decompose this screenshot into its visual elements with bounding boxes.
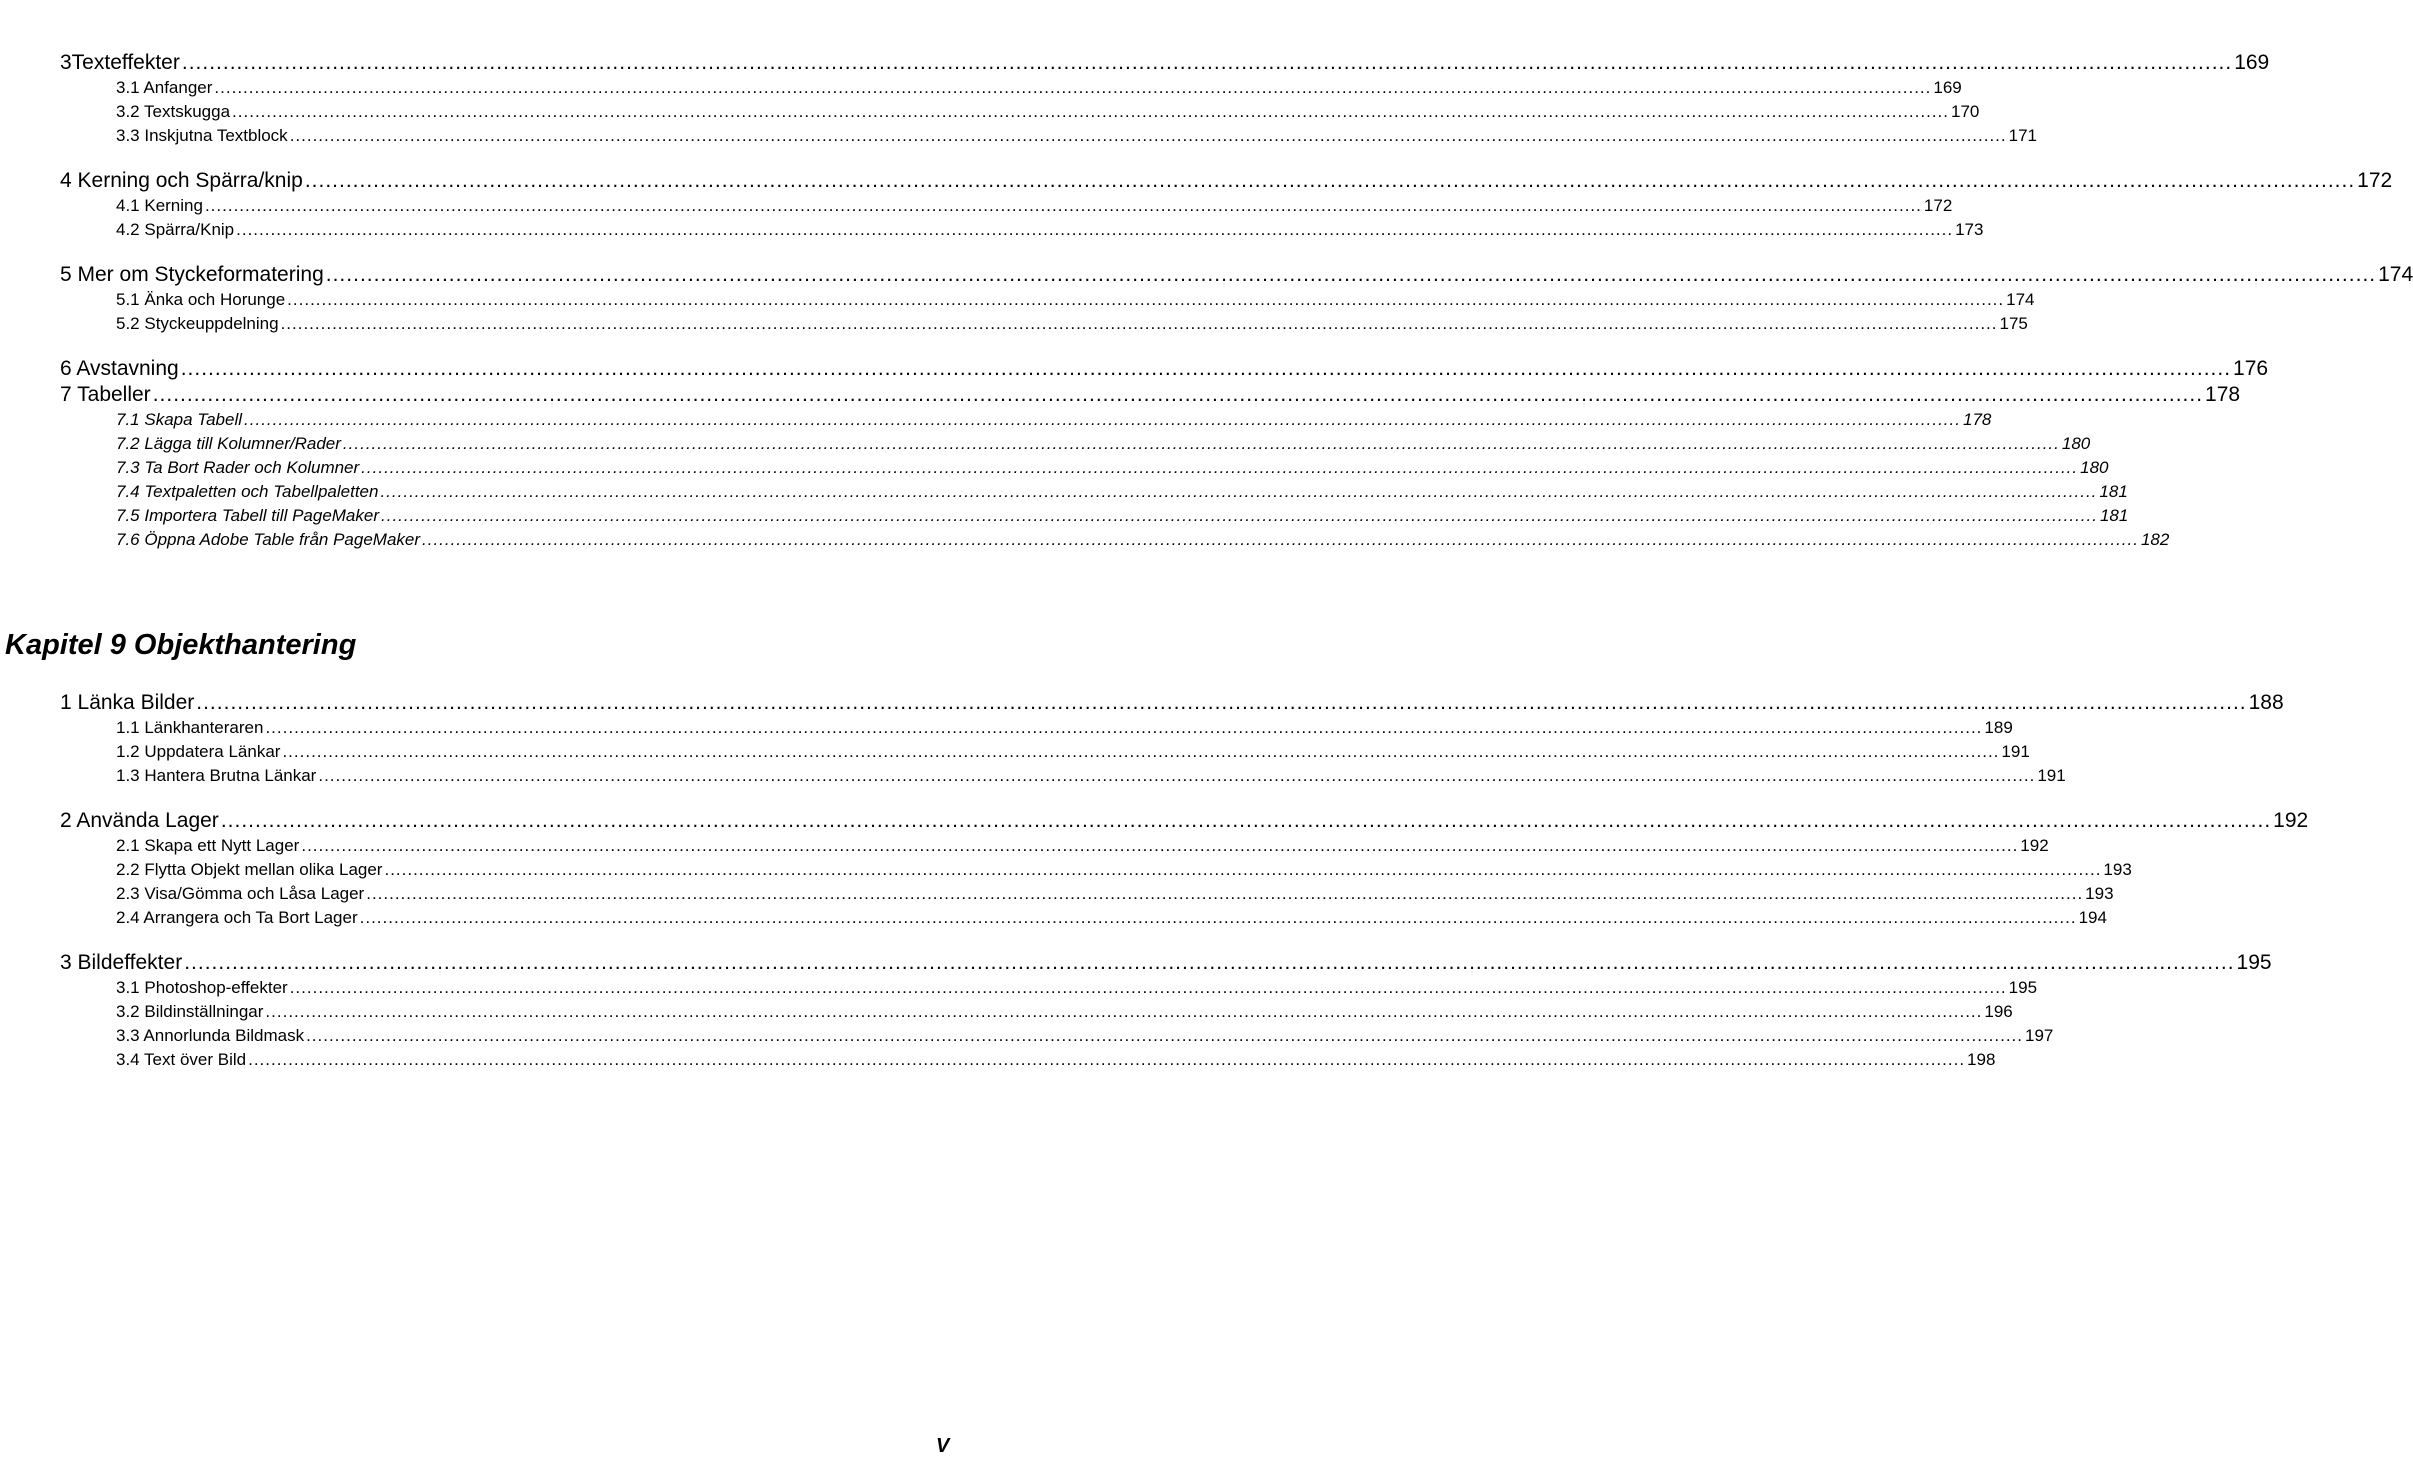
toc-entry-title: 1.3 Hantera Brutna Länkar bbox=[116, 766, 317, 785]
dot-leader: ............................................................................................................................................................................................................................................................................................................ bbox=[380, 482, 2098, 501]
toc-subentry bbox=[60, 194, 1953, 218]
toc-entry-page: 172 bbox=[1923, 196, 1953, 215]
toc-entry-title: 7.6 Öppna Adobe Table från PageMaker bbox=[116, 530, 421, 549]
toc-entry-page: 174 bbox=[2378, 263, 2413, 286]
toc-subentry bbox=[60, 1024, 2054, 1048]
toc-entry-page: 194 bbox=[2078, 908, 2107, 927]
toc-entry-page: 171 bbox=[2008, 126, 2038, 145]
toc-subentry bbox=[60, 76, 1962, 100]
dot-leader: ............................................................................................................................................................................................................................................................................................................ bbox=[196, 691, 2247, 714]
toc-entry-page: 172 bbox=[2357, 169, 2393, 192]
dot-leader: ............................................................................................................................................................................................................................................................................................................ bbox=[152, 383, 2204, 406]
toc-entry-title: 2.3 Visa/Gömma och Låsa Lager bbox=[116, 884, 365, 903]
toc-entry-page: 180 bbox=[2061, 434, 2091, 453]
toc-entry-page: 181 bbox=[2099, 506, 2129, 525]
toc-subentry bbox=[60, 858, 2132, 882]
toc-chapter-entry bbox=[60, 808, 2309, 834]
toc-entry-title: 2 Använda Lager bbox=[60, 809, 219, 832]
toc-subentry bbox=[60, 834, 2049, 858]
toc-entry-page: 188 bbox=[2248, 691, 2284, 714]
toc-entry-page: 176 bbox=[2233, 357, 2269, 380]
toc-subentry bbox=[60, 218, 1984, 242]
toc-entry-title: 3.3 Annorlunda Bildmask bbox=[116, 1026, 305, 1045]
toc-chapter-entry bbox=[60, 356, 2269, 382]
toc-subentry bbox=[60, 716, 2013, 740]
toc-entry-page: 195 bbox=[2236, 951, 2272, 974]
dot-leader: ............................................................................................................................................................................................................................................................................................................ bbox=[280, 314, 1998, 333]
toc-entry-title: 7.2 Lägga till Kolumner/Rader bbox=[116, 434, 341, 453]
dot-leader: ............................................................................................................................................................................................................................................................................................................ bbox=[287, 290, 2005, 309]
toc-subentry bbox=[60, 432, 2091, 456]
toc-entry-title: 4.1 Kerning bbox=[116, 196, 203, 215]
toc-entry-page: 169 bbox=[2234, 51, 2270, 74]
toc-subentry bbox=[60, 764, 2066, 788]
toc-subentry bbox=[60, 740, 2030, 764]
toc-entry-page: 174 bbox=[2006, 290, 2035, 309]
toc-entry-page: 175 bbox=[1999, 314, 2028, 333]
toc-entry-title: 3.3 Inskjutna Textblock bbox=[116, 126, 288, 145]
toc-entry-title: 7.3 Ta Bort Rader och Kolumner bbox=[116, 458, 360, 477]
toc-entry-title: 2.1 Skapa ett Nytt Lager bbox=[116, 836, 300, 855]
dot-leader: ............................................................................................................................................................................................................................................................................................................ bbox=[342, 434, 2060, 453]
toc-chapter-entry bbox=[60, 382, 2241, 408]
toc-subentry bbox=[60, 124, 2038, 148]
dot-leader: ............................................................................................................................................................................................................................................................................................................ bbox=[306, 1026, 2024, 1045]
toc-chapter-entry bbox=[60, 950, 2272, 976]
dot-leader: ............................................................................................................................................................................................................................................................................................................ bbox=[304, 169, 2356, 192]
toc-entry-title: 6 Avstavning bbox=[60, 357, 179, 380]
toc-entry-title: 7.1 Skapa Tabell bbox=[116, 410, 243, 429]
dot-leader: ............................................................................................................................................................................................................................................................................................................ bbox=[325, 263, 2377, 286]
toc-subentry bbox=[60, 882, 2114, 906]
dot-leader: ............................................................................................................................................................................................................................................................................................................ bbox=[220, 809, 2272, 832]
toc-entry-page: 182 bbox=[2140, 530, 2170, 549]
toc-entry-title: 2.2 Flytta Objekt mellan olika Lager bbox=[116, 860, 383, 879]
dot-leader: ............................................................................................................................................................................................................................................................................................................ bbox=[301, 836, 2019, 855]
toc-subentry bbox=[60, 906, 2107, 930]
dot-leader: ............................................................................................................................................................................................................................................................................................................ bbox=[265, 1002, 1983, 1021]
toc-entry-page: 189 bbox=[1984, 718, 2013, 737]
toc-subentry bbox=[60, 504, 2129, 528]
toc-entry-title: 5.1 Änka och Horunge bbox=[116, 290, 286, 309]
toc-subentry bbox=[60, 288, 2035, 312]
dot-leader: ............................................................................................................................................................................................................................................................................................................ bbox=[289, 978, 2007, 997]
toc-entry-page: 193 bbox=[2085, 884, 2114, 903]
dot-leader: ............................................................................................................................................................................................................................................................................................................ bbox=[204, 196, 1922, 215]
toc-entry-page: 191 bbox=[2037, 766, 2066, 785]
toc-entry-title: 3.2 Bildinställningar bbox=[116, 1002, 264, 1021]
toc-entry-title: 1.2 Uppdatera Länkar bbox=[116, 742, 281, 761]
toc-entry-page: 178 bbox=[1962, 410, 1992, 429]
dot-leader: ............................................................................................................................................................................................................................................................................................................ bbox=[381, 506, 2098, 525]
dot-leader: ............................................................................................................................................................................................................................................................................................................ bbox=[180, 357, 2232, 380]
dot-leader: ............................................................................................................................................................................................................................................................................................................ bbox=[248, 1050, 1966, 1069]
dot-leader: ............................................................................................................................................................................................................................................................................................................ bbox=[214, 78, 1932, 97]
toc-entry-page: 178 bbox=[2205, 383, 2241, 406]
toc-entry-page: 180 bbox=[2080, 458, 2109, 477]
toc-section-texteffekter-tabeller bbox=[60, 50, 2413, 552]
toc-subentry bbox=[60, 480, 2128, 504]
toc-chapter-entry bbox=[60, 168, 2393, 194]
toc-entry-page: 198 bbox=[1967, 1050, 1996, 1069]
dot-leader: ............................................................................................................................................................................................................................................................................................................ bbox=[181, 51, 2233, 74]
toc-entry-title: 3.1 Anfanger bbox=[116, 78, 213, 97]
dot-leader: ............................................................................................................................................................................................................................................................................................................ bbox=[236, 220, 1954, 239]
toc-chapter-entry bbox=[60, 262, 2413, 288]
toc-section-objekthantering bbox=[60, 690, 2309, 1072]
toc-entry-title: 5.2 Styckeuppdelning bbox=[116, 314, 279, 333]
toc-entry-page: 197 bbox=[2025, 1026, 2054, 1045]
toc-entry-title: 3 Bildeffekter bbox=[60, 951, 183, 974]
dot-leader: ............................................................................................................................................................................................................................................................................................................ bbox=[282, 742, 2000, 761]
dot-leader: ............................................................................................................................................................................................................................................................................................................ bbox=[359, 908, 2077, 927]
toc-subentry bbox=[60, 408, 1992, 432]
toc-entry-page: 170 bbox=[1951, 102, 1980, 121]
toc-entry-title: 1.1 Länkhanteraren bbox=[116, 718, 264, 737]
dot-leader: ............................................................................................................................................................................................................................................................................................................ bbox=[361, 458, 2079, 477]
toc-subentry bbox=[60, 976, 2038, 1000]
toc-subentry bbox=[60, 100, 1980, 124]
dot-leader: ............................................................................................................................................................................................................................................................................................................ bbox=[384, 860, 2102, 879]
toc-subentry bbox=[60, 1000, 2013, 1024]
toc-entry-title: 7.5 Importera Tabell till PageMaker bbox=[116, 506, 380, 525]
toc-entry-page: 169 bbox=[1933, 78, 1962, 97]
toc-entry-page: 192 bbox=[2020, 836, 2049, 855]
toc-entry-title: 4 Kerning och Spärra/knip bbox=[60, 169, 303, 192]
toc-entry-title: 2.4 Arrangera och Ta Bort Lager bbox=[116, 908, 358, 927]
toc-entry-page: 193 bbox=[2103, 860, 2132, 879]
toc-entry-page: 191 bbox=[2001, 742, 2030, 761]
toc-entry-title: 7.4 Textpaletten och Tabellpaletten bbox=[116, 482, 379, 501]
dot-leader: ............................................................................................................................................................................................................................................................................................................ bbox=[422, 530, 2139, 549]
dot-leader: ............................................................................................................................................................................................................................................................................................................ bbox=[232, 102, 1949, 121]
toc-entry-page: 192 bbox=[2273, 809, 2309, 832]
toc-entry-title: 5 Mer om Styckeformatering bbox=[60, 263, 324, 286]
chapter-heading: Kapitel 9 Objekthantering bbox=[5, 629, 357, 661]
toc-entry-title: 1 Länka Bilder bbox=[60, 691, 195, 714]
toc-subentry bbox=[60, 312, 2028, 336]
toc-entry-page: 196 bbox=[1984, 1002, 2013, 1021]
dot-leader: ............................................................................................................................................................................................................................................................................................................ bbox=[184, 951, 2235, 974]
toc-entry-title: 7 Tabeller bbox=[60, 383, 151, 406]
dot-leader: ............................................................................................................................................................................................................................................................................................................ bbox=[265, 718, 1983, 737]
toc-entry-title: 3.1 Photoshop-effekter bbox=[116, 978, 288, 997]
dot-leader: ............................................................................................................................................................................................................................................................................................................ bbox=[366, 884, 2084, 903]
toc-entry-page: 195 bbox=[2008, 978, 2038, 997]
dot-leader: ............................................................................................................................................................................................................................................................................................................ bbox=[289, 126, 2007, 145]
toc-subentry bbox=[60, 1048, 1996, 1072]
toc-entry-title: 4.2 Spärra/Knip bbox=[116, 220, 235, 239]
toc-entry-title: 3.4 Text över Bild bbox=[116, 1050, 247, 1069]
dot-leader: ............................................................................................................................................................................................................................................................................................................ bbox=[318, 766, 2036, 785]
page-number: V bbox=[936, 1435, 950, 1457]
toc-chapter-entry bbox=[60, 690, 2284, 716]
toc-subentry bbox=[60, 528, 2170, 552]
toc-entry-page: 181 bbox=[2099, 482, 2128, 501]
dot-leader: ............................................................................................................................................................................................................................................................................................................ bbox=[244, 410, 1961, 429]
toc-subentry bbox=[60, 456, 2109, 480]
toc-chapter-entry bbox=[60, 50, 2270, 76]
toc-entry-title: 3Texteffekter bbox=[60, 51, 180, 74]
toc-entry-page: 173 bbox=[1955, 220, 1984, 239]
toc-entry-title: 3.2 Textskugga bbox=[116, 102, 231, 121]
